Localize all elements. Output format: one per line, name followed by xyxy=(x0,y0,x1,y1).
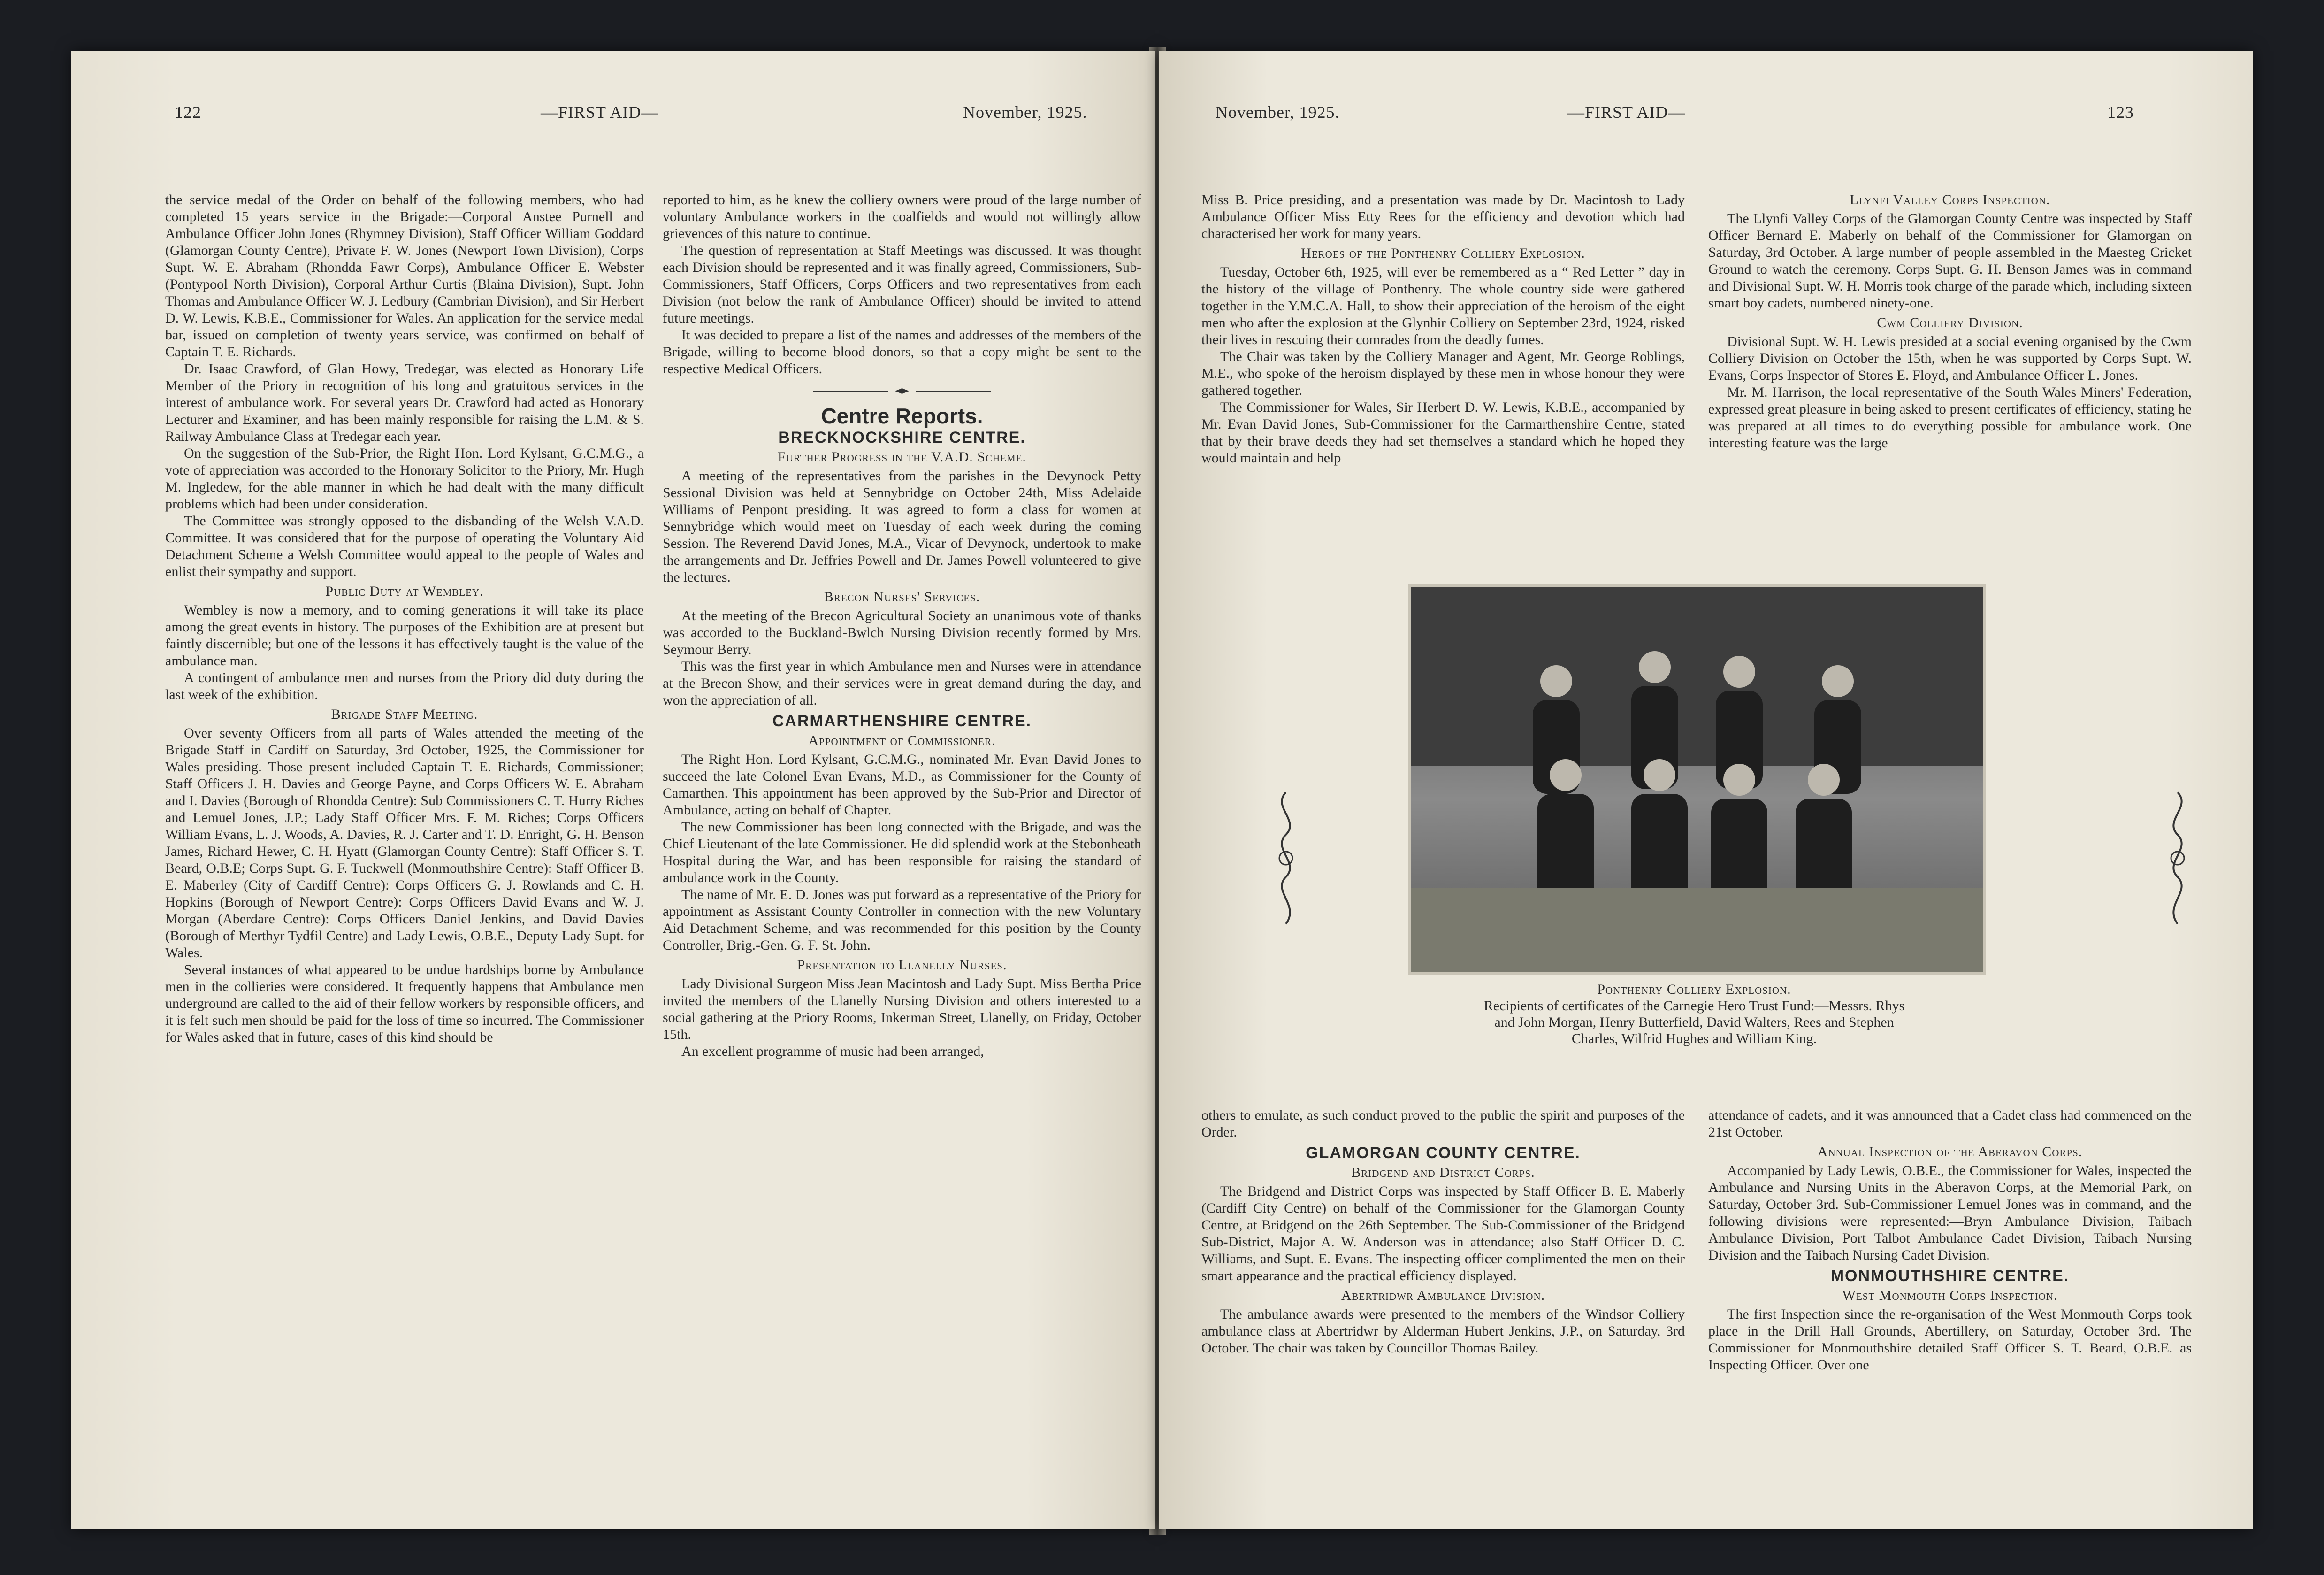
caption-line: and John Morgan, Henry Butterfield, David Walters, Rees and Stephen xyxy=(1494,1014,1894,1030)
paragraph: others to emulate, as such conduct proved to the public the spirit and purposes of the Order. xyxy=(1201,1107,1685,1140)
paragraph: attendance of cadets, and it was announced that a Cadet class had commenced on the 21st October. xyxy=(1708,1107,2192,1140)
caption-line: Charles, Wilfrid Hughes and William King. xyxy=(1571,1031,1817,1046)
paragraph: Lady Divisional Surgeon Miss Jean Macintosh and Lady Supt. Miss Bertha Price invited the members of the Llanelly Nursing Division and others interested to a social gathering at the Priory Rooms, Inkerman Street, Llanelly, on Friday, October 15th. xyxy=(663,976,1141,1042)
paragraph: the service medal of the Order on behalf of the following members, who had completed 15 years service in the Brigade:—Corporal Anstee Purnell and Ambulance Officer John Jones (Rhymney Division), Staff Officer William Goddard (Glamorgan County Centre), Private F. W. Jones (Newport Town Division), Corps Supt. W. E. Abraham (Rhondda Fawr Corps), Ambulance Officer E. Webster (Pontypool North Division), Corporal Arthur Curtis (Blaina Division), Supt. John Thomas and Ambulance Officer W. J. Ledbury (Cambrian Division), and Sir Herbert D. W. Lewis, K.B.E., Commissioner for Wales. An application for the service medal bar, issued on completion of twenty years service, was confirmed on behalf of Captain T. E. Richards. xyxy=(165,192,644,360)
left-page xyxy=(71,51,1155,1529)
right-column-1 xyxy=(1201,192,1685,467)
paragraph: On the suggestion of the Sub-Prior, the Right Hon. Lord Kylsant, G.C.M.G., a vote of appreciation was accorded to the Honorary Solicitor to the Priory, Mr. Hugh M. Ingledew, for the able manner in which he had dealt with the many difficult problems which had been under consideration. xyxy=(165,446,644,512)
left-header-date: November, 1925. xyxy=(963,103,1087,122)
paragraph: Divisional Supt. W. H. Lewis presided at a social evening organised by the Cwm Colliery Division on October the 15th, when he was supported by Corps Supt. W. Evans, Corps Inspector of Stores E. Floyd, and Ambulance Officer L. Jones. xyxy=(1708,334,2192,383)
paragraph: The ambulance awards were presented to the members of the Windsor Colliery ambulance class at Abertridwr by Alderman Hubert Jenkins, J.P., on Saturday, 3rd October. The chair was taken by Councillor Thomas Bailey. xyxy=(1201,1306,1685,1356)
paragraph: The Chair was taken by the Colliery Manager and Agent, Mr. George Roblings, M.E., who spoke of the heroism displayed by these men in whose honour they were gathered together. xyxy=(1201,349,1685,398)
paragraph: At the meeting of the Brecon Agricultural Society an unanimous vote of thanks was accorded to the Buckland-Bwlch Nursing Division recently formed by Mrs. Seymour Berry. xyxy=(663,608,1141,657)
paragraph: Dr. Isaac Crawford, of Glan Howy, Tredegar, was elected as Honorary Life Member of the Priory in recognition of his long and gratuitous services in the interest of ambulance work. For several years Dr. Crawford had acted as Honorary Lecturer and Examiner, and has been mainly responsible for raising the L.M. & S. Railway Ambulance Class at Tredegar each year. xyxy=(165,361,644,444)
paragraph: A contingent of ambulance men and nurses from the Priory did duty during the last week of the exhibition. xyxy=(165,670,644,702)
subheading: Abertridwr Ambulance Division. xyxy=(1341,1288,1545,1303)
subheading: Presentation to Llanelly Nurses. xyxy=(797,957,1007,973)
subheading: Heroes of the Ponthenry Colliery Explosion. xyxy=(1301,246,1585,261)
subheading: Public Duty at Wembley. xyxy=(325,584,484,599)
caption-title: Ponthenry Colliery Explosion. xyxy=(1597,982,1791,997)
paragraph: Mr. M. Harrison, the local representative of the South Wales Miners' Federation, expressed great pleasure in being asked to present certificates of efficiency, stating he was prepared at all times to do everything possible for ambulance work. One interesting feature was the large xyxy=(1708,384,2192,451)
section-heading: CARMARTHENSHIRE CENTRE. xyxy=(772,712,1032,730)
subheading: Annual Inspection of the Aberavon Corps. xyxy=(1817,1144,2083,1160)
section-heading: MONMOUTHSHIRE CENTRE. xyxy=(1830,1267,2070,1285)
centre-reports-title: Centre Reports. xyxy=(821,404,983,428)
left-column-1 xyxy=(165,192,644,1046)
paragraph: The name of Mr. E. D. Jones was put forward as a representative of the Priory for appointment as Assistant County Controller in connection with the new Voluntary Aid Detachment Scheme, and was recommended for this position by the County Controller, Brig.-Gen. G. F. St. John. xyxy=(663,887,1141,953)
decorative-flourish xyxy=(2159,788,2196,929)
right-page-number: 123 xyxy=(2107,103,2134,122)
paragraph: Over seventy Officers from all parts of Wales attended the meeting of the Brigade Staff in Cardiff on Saturday, 3rd October, 1925, the Commissioner for Wales presiding. Those present included Captain T. E. Richards, Commissioner; Staff Officers J. H. Davies and George Payne, and Corps Officers W. E. Abraham and I. Davies (Borough of Rhondda Centre): Sub Commissioners C. T. Hurry Riches and Lemuel Jones, J.P.; Lady Staff Officer Mrs. F. M. Riches; Corps Officers William Evans, L. J. Woods, A. Davies, R. J. Carter and T. D. Enright, G. H. Benson James, Richard Hewer, C. H. Hyatt (Glamorgan County Centre): Staff Officer S. T. Beard, O.B.E; Corps Supt. G. F. Tuckwell (Monmouthshire Centre): Staff Officer B. E. Maberley (City of Cardiff Centre): Corps Officers G. J. Rowlands and C. H. Hopkins (Borough of Newport Centre): Corps Officers David Evans and W. J. Morgan (Aberdare Centre): Corps Officers Daniel Jenkins, and David Davies (Borough of Merthyr Tydfil Centre) and Lady Lewis, O.B.E., Deputy Lady Supt. for Wales. xyxy=(165,725,644,960)
section-heading: GLAMORGAN COUNTY CENTRE. xyxy=(1306,1144,1581,1162)
paragraph: Accompanied by Lady Lewis, O.B.E., the Commissioner for Wales, inspected the Ambulance and Nursing Units in the Aberavon Corps, at the Memorial Park, on Saturday, October 3rd. Sub-Commissioner Lemuel Jones was in command, and the following divisions were represented:—Bryn Ambulance Division, Taibach Ambulance Division, Port Talbot Ambulance Cadet Division, Taibach Nursing Division and the Taibach Nursing Cadet Division. xyxy=(1708,1163,2192,1263)
right-column-3 xyxy=(1201,1107,1685,1357)
subheading: Brigade Staff Meeting. xyxy=(331,707,478,722)
subheading: Appointment of Commissioner. xyxy=(808,733,996,748)
left-page-number: 122 xyxy=(175,103,201,122)
paragraph: The Commissioner for Wales, Sir Herbert D. W. Lewis, K.B.E., accompanied by Mr. Evan David Jones, Sub-Commissioner for the Carmarthenshire Centre, stated that by their brave deeds they had set themselves a standard which he hoped they would maintain and help xyxy=(1201,400,1685,466)
subheading: Cwm Colliery Division. xyxy=(1877,315,2023,330)
subheading: Further Progress in the V.A.D. Scheme. xyxy=(778,449,1026,465)
section-heading: BRECKNOCKSHIRE CENTRE. xyxy=(778,429,1026,446)
paragraph: Tuesday, October 6th, 1925, will ever be remembered as a “ Red Letter ” day in the history of the village of Ponthenry. The whole country side were gathered together in the Y.M.C.A. Hall, to show their appreciation of the heroism of the eight men who after the explosion at the Glynhir Colliery on September 23rd, 1924, risked their lives in rescuing their comrades from the deadly fumes. xyxy=(1201,264,1685,347)
photograph-figures xyxy=(1411,587,1983,972)
paragraph: Wembley is now a memory, and to coming generations it will take its place among the great events in history. The purposes of the Exhibition are at present but faintly discernible; but one of the lessons it has effectively taught is the value of the ambulance man. xyxy=(165,602,644,668)
paragraph: Several instances of what appeared to be undue hardships borne by Ambulance men in the collieries were considered. It frequently happens that Ambulance men underground are called to the aid of their fellow workers by responsible officers, and it is felt such men should be paid for the loss of time so incurred. The Commissioner for Wales asked that in future, cases of this kind should be xyxy=(165,962,644,1045)
photo-caption xyxy=(1361,981,2027,1047)
paragraph: The Right Hon. Lord Kylsant, G.C.M.G., nominated Mr. Evan David Jones to succeed the late Colonel Evan Evans, M.D., as Commissioner for the County of Camarthen. This appointment has been approved by the Sub-Prior and Director of Ambulance, acting on behalf of Chapter. xyxy=(663,752,1141,818)
paragraph: The Llynfi Valley Corps of the Glamorgan County Centre was inspected by Staff Officer Bernard E. Maberly on behalf of the Commissioner for Glamorgan on Saturday, 3rd October. A large number of people assembled in the Maesteg Cricket Ground to watch the ceremony. Corps Supt. G. H. Benson James was in command and Divisional Supt. W. H. Morris took charge of the parade which, including sixteen smart boy cadets, numbered ninety-one. xyxy=(1708,211,2192,311)
subheading: Bridgend and District Corps. xyxy=(1351,1165,1535,1180)
section-divider-ornament xyxy=(663,383,1141,400)
caption-line: Recipients of certificates of the Carnegie Hero Trust Fund:—Messrs. Rhys xyxy=(1483,998,1905,1014)
paragraph: The question of representation at Staff Meetings was discussed. It was thought each Division should be represented and it was finally agreed, Commissioners, Sub-Commissioners, Staff Officers, Corps Officers and two representatives from each Division (not below the rank of Ambulance Officer) should be invited to attend future meetings. xyxy=(663,243,1141,326)
subheading: Brecon Nurses' Services. xyxy=(824,589,980,605)
paragraph: reported to him, as he knew the colliery owners were proud of the large number of voluntary Ambulance workers in the coalfields and would not willingly allow grievences of this nature to continue. xyxy=(663,192,1141,241)
right-header-date: November, 1925. xyxy=(1216,103,1340,122)
subheading: West Monmouth Corps Inspection. xyxy=(1842,1288,2058,1303)
group-photograph xyxy=(1408,584,1986,975)
paragraph: The first Inspection since the re-organisation of the West Monmouth Corps took place in the Drill Hall Grounds, Abertillery, on Saturday, October 3rd. The Commissioner for Monmouthshire detailed Staff Officer S. T. Beard, O.B.E. as Inspecting Officer. Over one xyxy=(1708,1306,2192,1373)
paragraph: The new Commissioner has been long connected with the Brigade, and was the Chief Lieutenant of the late Commissioner. He did splendid work at the Stebonheath Hospital during the War, and has been responsible for raising the standard of ambulance work in the County. xyxy=(663,819,1141,885)
right-column-4 xyxy=(1708,1107,2192,1374)
paragraph: The Committee was strongly opposed to the disbanding of the Welsh V.A.D. Committee. It was considered that for the purpose of operating the Voluntary Aid Detachment Scheme a Welsh Committee would appeal to the people of Wales and enlist their sympathy and support. xyxy=(165,513,644,579)
left-column-2 xyxy=(663,192,1141,1060)
paragraph: An excellent programme of music had been arranged, xyxy=(681,1044,984,1059)
paragraph: This was the first year in which Ambulance men and Nurses were in attendance at the Brecon Show, and their services were in great demand during the day, and won the appreciation of all. xyxy=(663,659,1141,708)
right-running-title: —FIRST AID— xyxy=(1567,103,1686,122)
paragraph: It was decided to prepare a list of the names and addresses of the members of the Brigade, willing to become blood donors, so that a copy might be sent to the respective Medical Officers. xyxy=(663,327,1141,376)
paragraph: The Bridgend and District Corps was inspected by Staff Officer B. E. Maberly (Cardiff City Centre) on behalf of the Commissioner for the Glamorgan County Centre, at Bridgend on the 26th September. The Sub-Commissioner of the Bridgend Sub-District, Major A. W. Anderson was in attendance; also Staff Officer D. C. Williams, and Supt. E. Evans. The inspecting officer complimented the men on their smart appearance and the practical efficiency displayed. xyxy=(1201,1183,1685,1283)
decorative-flourish xyxy=(1267,788,1305,929)
left-running-title: —FIRST AID— xyxy=(541,103,659,122)
paragraph: A meeting of the representatives from the parishes in the Devynock Petty Sessional Division was held at Sennybridge on October 24th, Miss Adelaide Williams of Penpont presiding. It was agreed to form a class for women at Sennybridge which would meet on Tuesday of each week during the coming Session. The Reverend David Jones, M.A., Vicar of Devynock, undertook to make the arrangements and Dr. Jeffries Powell and Dr. James Powell volunteered to give the lectures. xyxy=(663,468,1141,585)
right-column-2 xyxy=(1708,192,2192,452)
subheading: Llynfi Valley Corps Inspection. xyxy=(1850,192,2050,207)
paragraph: Miss B. Price presiding, and a presentation was made by Dr. Macintosh to Lady Ambulance Officer Miss Etty Rees for the efficiency and devotion which had characterised her work for many years. xyxy=(1201,192,1685,241)
